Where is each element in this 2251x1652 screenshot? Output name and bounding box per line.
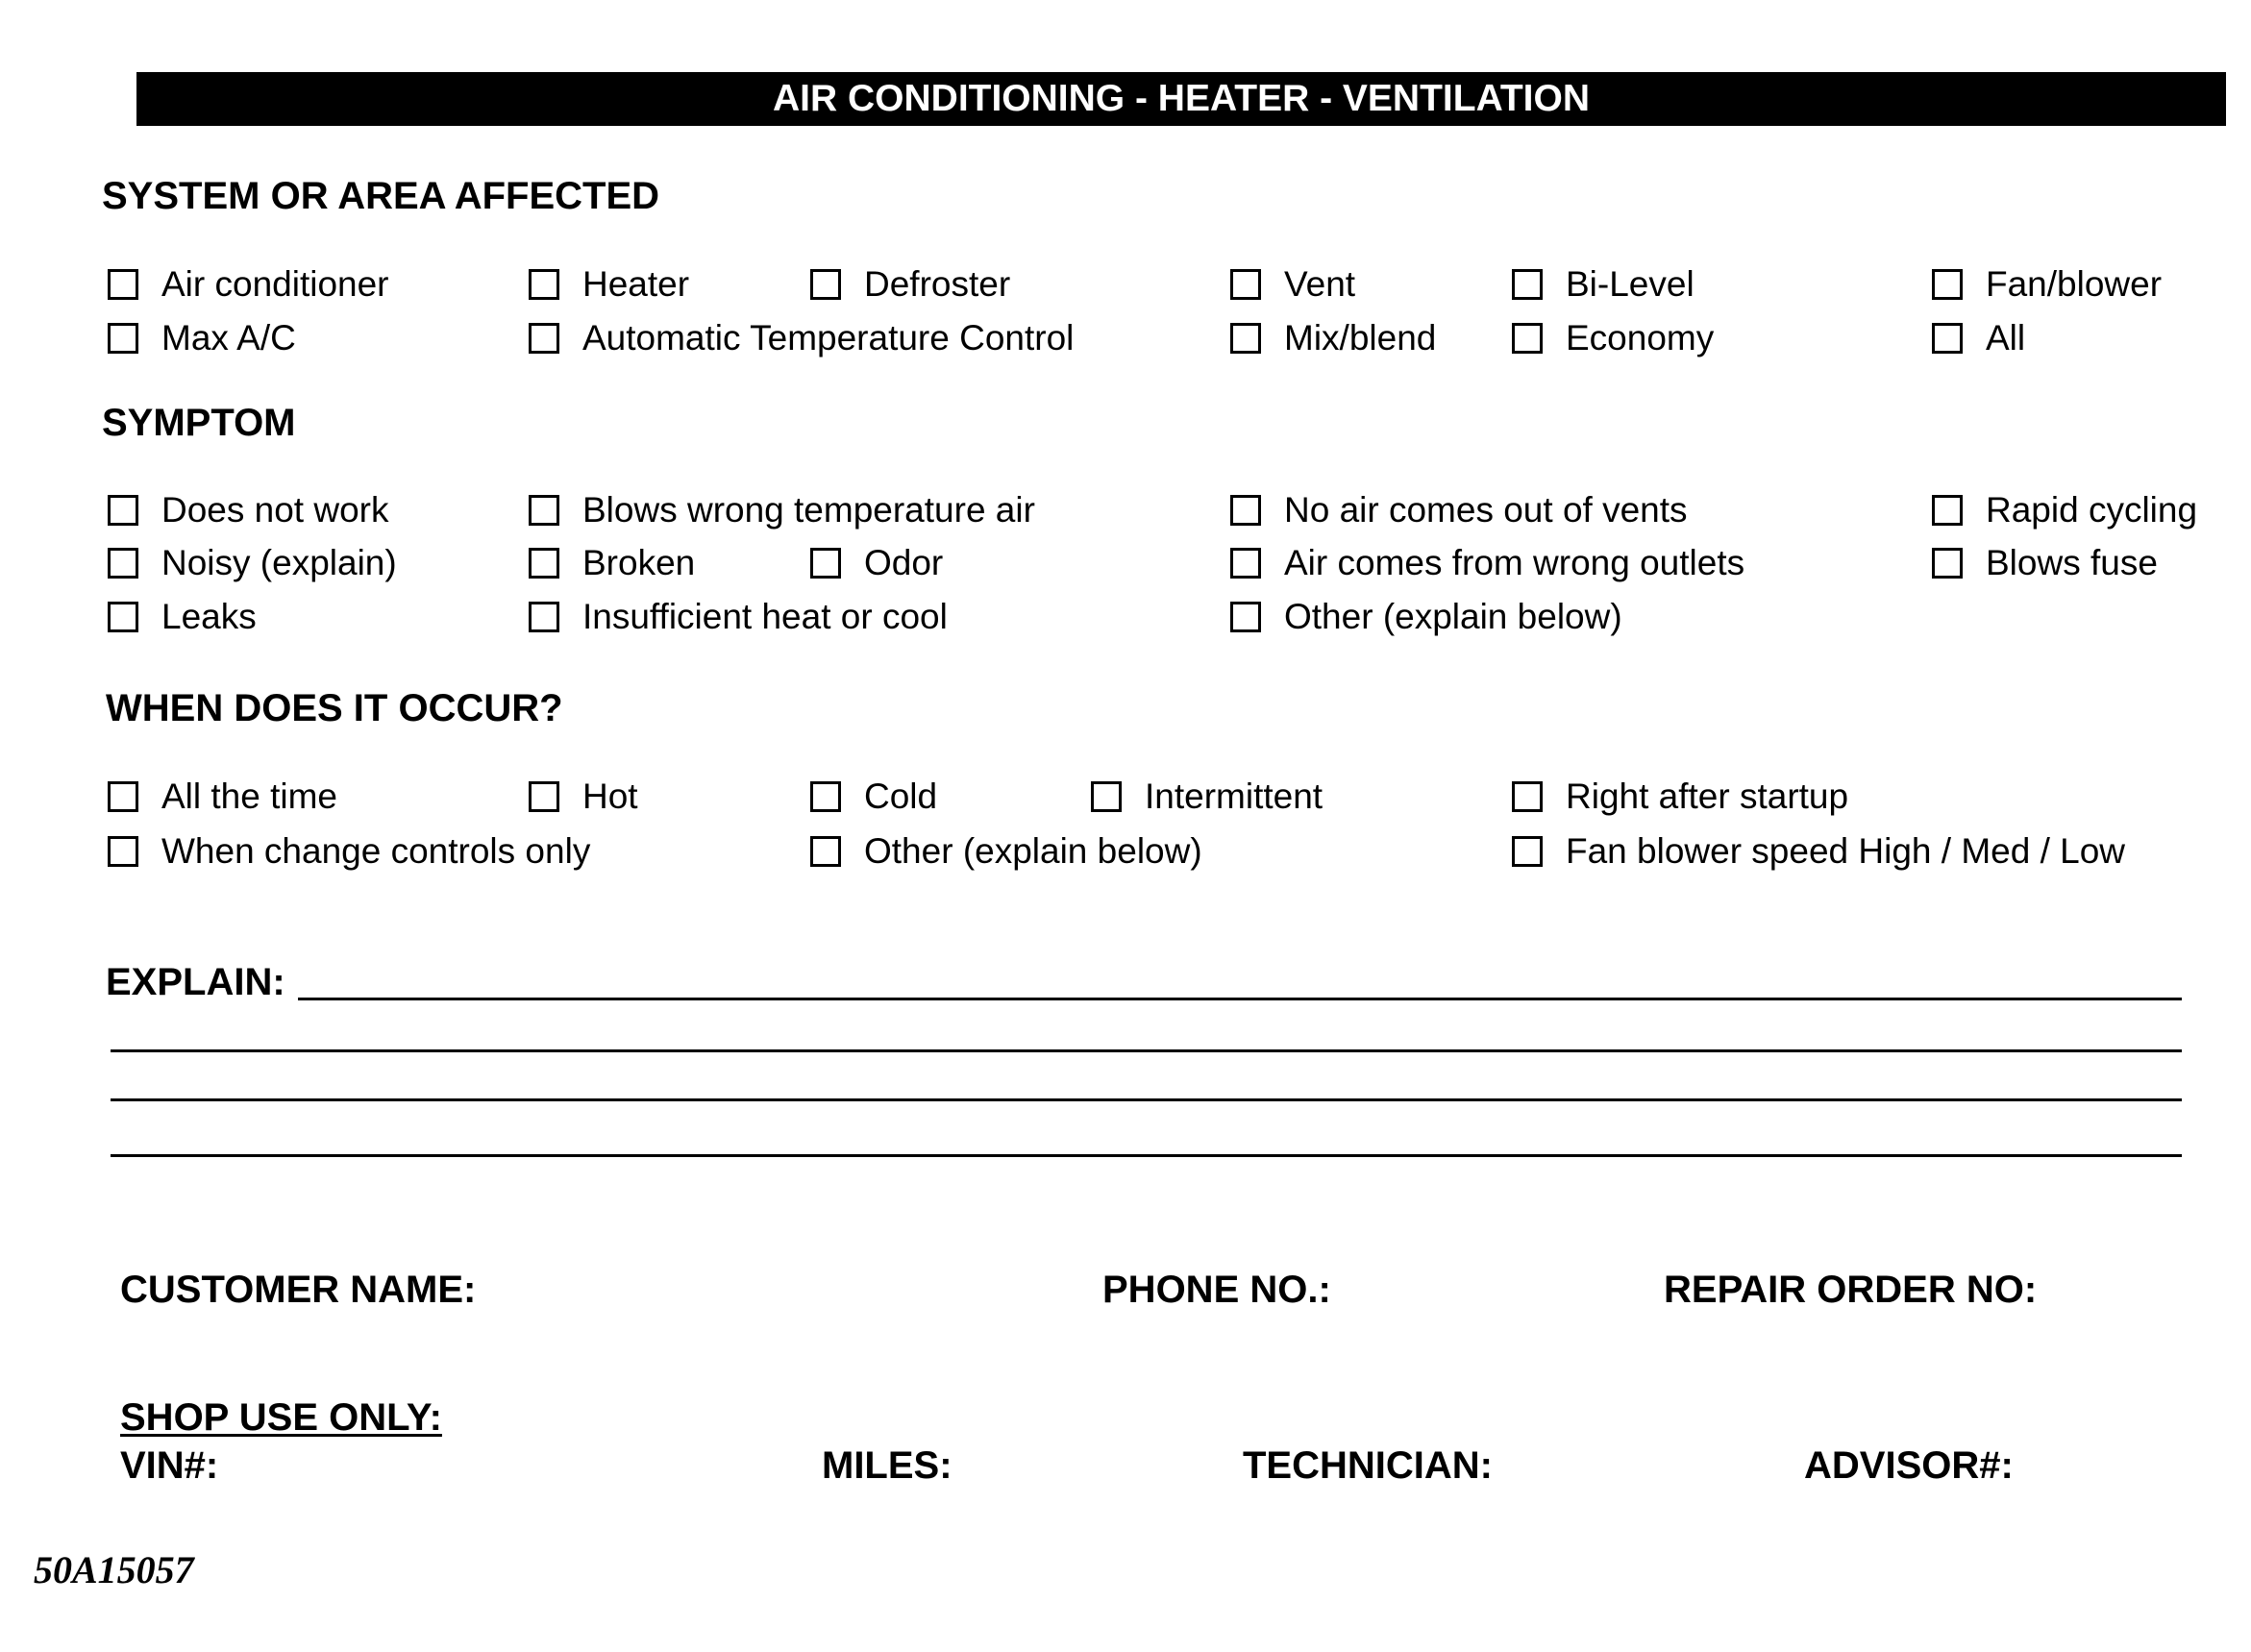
checkbox-box[interactable]	[529, 323, 559, 354]
checkbox-max-ac[interactable]: Max A/C	[108, 318, 296, 358]
checkbox-box[interactable]	[1230, 269, 1261, 300]
shop-use-only-heading: SHOP USE ONLY:	[120, 1396, 442, 1439]
checkbox-air-conditioner[interactable]: Air conditioner	[108, 264, 389, 305]
checkbox-box[interactable]	[1230, 548, 1261, 579]
section-heading-occur: WHEN DOES IT OCCUR?	[106, 687, 563, 729]
checkbox-blows-wrong-temperature-air[interactable]: Blows wrong temperature air	[529, 490, 1035, 530]
checkbox-box[interactable]	[1512, 323, 1543, 354]
checkbox-noisy[interactable]: Noisy (explain)	[108, 543, 397, 583]
checkbox-box[interactable]	[529, 548, 559, 579]
checkbox-box[interactable]	[1512, 269, 1543, 300]
checkbox-defroster[interactable]: Defroster	[810, 264, 1010, 305]
checkbox-box[interactable]	[529, 269, 559, 300]
checkbox-box[interactable]	[529, 495, 559, 526]
form-id: 50A15057	[34, 1548, 194, 1591]
checkbox-all-the-time[interactable]: All the time	[108, 777, 337, 817]
checkbox-right-after-startup[interactable]: Right after startup	[1512, 777, 1848, 817]
vin-label: VIN#:	[120, 1444, 219, 1487]
phone-number-label: PHONE NO.:	[1102, 1269, 1331, 1311]
checkbox-blows-fuse[interactable]: Blows fuse	[1932, 543, 2158, 583]
explain-line-3[interactable]	[111, 1098, 2182, 1101]
checkbox-economy[interactable]: Economy	[1512, 318, 1714, 358]
checkbox-bi-level[interactable]: Bi-Level	[1512, 264, 1694, 305]
checkbox-box[interactable]	[1932, 495, 1963, 526]
checkbox-box[interactable]	[1932, 548, 1963, 579]
checkbox-box[interactable]	[1230, 323, 1261, 354]
checkbox-box[interactable]	[108, 323, 138, 354]
explain-line-4[interactable]	[111, 1154, 2182, 1157]
checkbox-box[interactable]	[1512, 781, 1543, 812]
checkbox-box[interactable]	[1512, 836, 1543, 867]
checkbox-box[interactable]	[529, 781, 559, 812]
checkbox-automatic-temperature-control[interactable]: Automatic Temperature Control	[529, 318, 1074, 358]
customer-name-label: CUSTOMER NAME:	[120, 1269, 477, 1311]
checkbox-box[interactable]	[1230, 602, 1261, 632]
checkbox-change-controls-only[interactable]: When change controls only	[108, 831, 590, 872]
checkbox-occur-other[interactable]: Other (explain below)	[810, 831, 1202, 872]
section-heading-symptom: SYMPTOM	[102, 402, 296, 444]
checkbox-box[interactable]	[810, 836, 841, 867]
checkbox-box[interactable]	[1230, 495, 1261, 526]
checkbox-no-air-from-vents[interactable]: No air comes out of vents	[1230, 490, 1688, 530]
checkbox-fan-blower-speed[interactable]: Fan blower speed High / Med / Low	[1512, 831, 2125, 872]
checkbox-box[interactable]	[810, 269, 841, 300]
checkbox-box[interactable]	[108, 548, 138, 579]
checkbox-box[interactable]	[108, 836, 138, 867]
miles-label: MILES:	[822, 1444, 952, 1487]
repair-order-label: REPAIR ORDER NO:	[1664, 1269, 2038, 1311]
form-title: AIR CONDITIONING - HEATER - VENTILATION	[136, 72, 2226, 126]
checkbox-air-wrong-outlets[interactable]: Air comes from wrong outlets	[1230, 543, 1744, 583]
checkbox-leaks[interactable]: Leaks	[108, 597, 257, 637]
checkbox-box[interactable]	[1932, 269, 1963, 300]
checkbox-box[interactable]	[108, 602, 138, 632]
explain-label: EXPLAIN:	[106, 961, 285, 1003]
checkbox-box[interactable]	[1932, 323, 1963, 354]
checkbox-box[interactable]	[108, 269, 138, 300]
checkbox-box[interactable]	[810, 548, 841, 579]
checkbox-intermittent[interactable]: Intermittent	[1091, 777, 1323, 817]
checkbox-box[interactable]	[108, 495, 138, 526]
technician-label: TECHNICIAN:	[1243, 1444, 1493, 1487]
checkbox-box[interactable]	[529, 602, 559, 632]
checkbox-box[interactable]	[810, 781, 841, 812]
checkbox-rapid-cycling[interactable]: Rapid cycling	[1932, 490, 2197, 530]
checkbox-insufficient-heat-cool[interactable]: Insufficient heat or cool	[529, 597, 948, 637]
checkbox-does-not-work[interactable]: Does not work	[108, 490, 389, 530]
advisor-label: ADVISOR#:	[1804, 1444, 2014, 1487]
checkbox-vent[interactable]: Vent	[1230, 264, 1355, 305]
checkbox-broken[interactable]: Broken	[529, 543, 695, 583]
checkbox-cold[interactable]: Cold	[810, 777, 937, 817]
explain-line-2[interactable]	[111, 1049, 2182, 1052]
checkbox-fan-blower[interactable]: Fan/blower	[1932, 264, 2162, 305]
section-heading-system: SYSTEM OR AREA AFFECTED	[102, 175, 660, 217]
checkbox-mix-blend[interactable]: Mix/blend	[1230, 318, 1436, 358]
checkbox-symptom-other[interactable]: Other (explain below)	[1230, 597, 1622, 637]
checkbox-odor[interactable]: Odor	[810, 543, 943, 583]
checkbox-hot[interactable]: Hot	[529, 777, 638, 817]
checkbox-box[interactable]	[108, 781, 138, 812]
checkbox-all[interactable]: All	[1932, 318, 2025, 358]
checkbox-box[interactable]	[1091, 781, 1122, 812]
explain-line-1[interactable]	[298, 998, 2182, 1000]
checkbox-heater[interactable]: Heater	[529, 264, 689, 305]
